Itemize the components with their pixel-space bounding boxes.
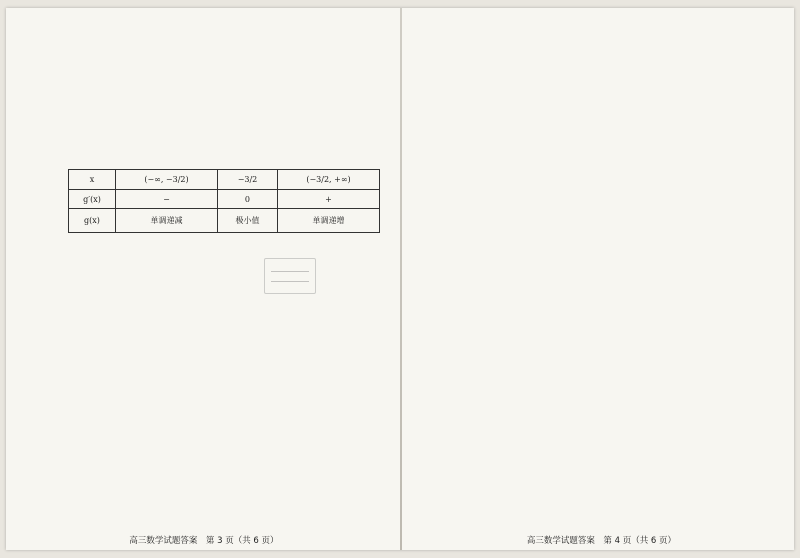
footer-page-4: 高三数学试题答案 第 4 页（共 6 页） [526, 536, 677, 546]
variation-table [68, 169, 380, 233]
table-cell: (−3/2, +∞) [277, 170, 379, 190]
table-cell: 单调递减 [115, 209, 217, 233]
page-4 [424, 28, 779, 548]
page-fold [400, 8, 402, 550]
table-cell: g(x) [69, 209, 116, 233]
table-cell: −3/2 [217, 170, 277, 190]
table-cell: − [115, 189, 217, 209]
table-cell: 单调递增 [277, 209, 379, 233]
page-3 [28, 28, 380, 548]
footer-page-3: 高三数学试题答案 第 3 页（共 6 页） [129, 536, 279, 546]
table-cell: x [69, 170, 116, 190]
table-cell: (−∞, −3/2) [115, 170, 217, 190]
table-cell: 极小值 [217, 209, 277, 233]
table-cell: + [277, 189, 379, 209]
table-cell: g′(x) [69, 189, 116, 209]
answer-sheet [6, 8, 794, 550]
table-cell: 0 [217, 189, 277, 209]
